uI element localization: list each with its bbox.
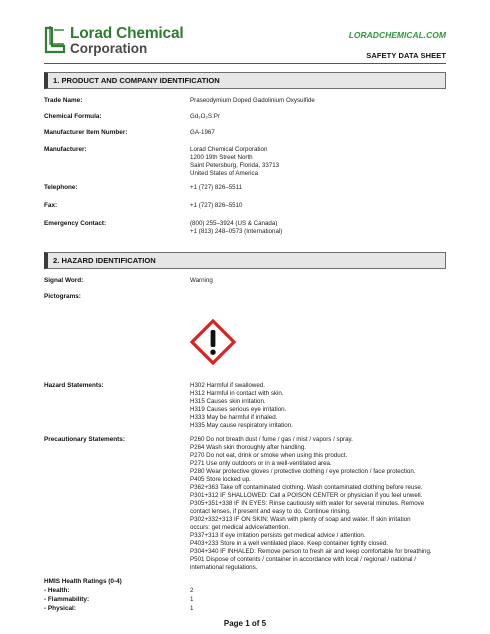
logo-company-suffix: Corporation	[70, 41, 148, 56]
logo-company-name: Lorad Chemical	[70, 25, 184, 42]
hmis-physical-label: - Physical:	[44, 605, 76, 612]
emergency-contact-value: (800) 255–3924 (US & Canada) +1 (813) 248–0573 (International)	[190, 220, 283, 235]
section-2-header	[44, 252, 446, 269]
precautionary-statements-label: Precautionary Statements:	[44, 436, 125, 443]
chemical-formula-value: Gd₂O₂S:Pr	[190, 113, 220, 120]
manufacturer-address: Lorad Chemical Corporation 1200 19th Street North Saint Petersburg, Florida, 33713 United States of America	[190, 146, 280, 177]
pictograms-label: Pictograms:	[44, 293, 81, 300]
item-number-label: Manufacturer Item Number:	[44, 129, 128, 136]
emergency-contact-label: Emergency Contact:	[44, 220, 107, 227]
header-divider	[44, 63, 446, 64]
signal-word-value: Warning	[190, 277, 213, 284]
hmis-flammability-label: - Flammability:	[44, 596, 90, 603]
document-title: SAFETY DATA SHEET	[366, 51, 446, 60]
company-logo	[44, 22, 184, 58]
hmis-health-value: 2	[190, 587, 194, 594]
section-1-header	[44, 72, 446, 89]
manufacturer-label: Manufacturer:	[44, 146, 87, 153]
exclamation-mark-diamond-icon	[190, 319, 236, 365]
precautionary-statements-list: P260 Do not breath dust / fume / gas / mist / vapors / spray. P264 Wash skin thoroughly after handling. P270 Do not eat, drink or smoke when using this product. P271 Use only outdoors or in a well-ventilated area. P280 Wear protective gloves / protective clothing / eye protection / face protection. P405 Store locked up. P362+363 Take off contaminated clothing. Wash contaminated clothing before reuse. P301+312 IF SHALLOWED: Call a POISON CENTER or physician if you feel unwell. P305+351+338 IF IN EYES: Rinse cautiously with water for several minutes. Remove contact lenses, if present and easy to do. Continue rinsing. P302+332+313 IF ON SKIN: Wash with plenty of soap and water. If skin irritation occurs: get medical advice/attention. P337+313 If eye irritation persists get medical advice / attention. P403+233 Store in a well ventilated place. Keep container tightly closed. P304+340 IF INHALED: Remove person to fresh air and keep comfortable for breathing. P501 Dispose of contents / container in accordance with local / regional / national / international regulations.	[190, 436, 432, 571]
trade-name-value: Praseodymium Doped Gadolinium Oxysulfide	[190, 97, 315, 104]
item-number-value: GA-1967	[190, 129, 215, 136]
hmis-flammability-value: 1	[190, 596, 194, 603]
hmis-health-label: - Health:	[44, 587, 70, 594]
hmis-physical-value: 1	[190, 605, 194, 612]
fax-label: Fax:	[44, 202, 58, 209]
section-1-title: 1. PRODUCT AND COMPANY IDENTIFICATION	[53, 76, 220, 85]
telephone-value: +1 (727) 826–5511	[190, 184, 243, 191]
chemical-formula-label: Chemical Formula:	[44, 113, 102, 120]
telephone-label: Telephone:	[44, 184, 78, 191]
signal-word-label: Signal Word:	[44, 277, 84, 284]
hmis-ratings-label: HMIS Health Ratings (0-4)	[44, 578, 122, 585]
website-link[interactable]: LORADCHEMICAL.COM	[348, 30, 446, 40]
hazard-statements-label: Hazard Statements:	[44, 382, 104, 389]
fax-value: +1 (727) 826–5510	[190, 202, 243, 209]
logo-mark-icon	[44, 26, 66, 54]
hazard-statements-list: H302 Harmful if swallowed. H312 Harmful in contact with skin. H315 Causes skin irritation. H319 Causes serious eye irritation. H333 May be harmful if inhaled. H335 May cause respiratory irritation.	[190, 382, 293, 429]
section-2-title: 2. HAZARD IDENTIFICATION	[53, 256, 156, 265]
trade-name-label: Trade Name:	[44, 97, 83, 104]
page-number: Page 1 of 5	[223, 619, 267, 628]
